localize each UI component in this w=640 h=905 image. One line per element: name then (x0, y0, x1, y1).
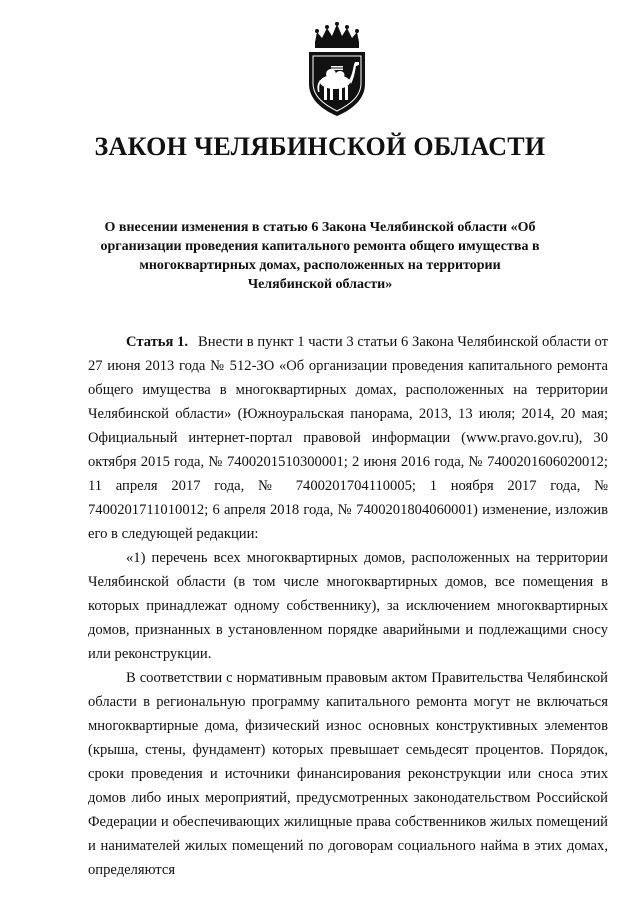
article-paragraph (88, 330, 608, 546)
quote-paragraph: «1) перечень всех многоквартирных домов, расположенных на территории Челябинской области (в том числе многоквартирных домов, все помещения в которых принадлежат одному собственнику), за исключением многоквартирных домов, признанных в установленном порядке аварийными и подлежащими сносу или реконструкции. (88, 550, 608, 662)
article-lead-text: Внести в пункт 1 части 3 статьи 6 Закона Челябинской области от 27 июня 2013 года № 512-ЗО «Об организации проведения капитального ремонта общего имущества в многоквартирных домах, расположенных на территории Челябинской области» (Южноуральская панорама, 2013, 13 июля; 2014, 20 мая; Официальный интернет-портал правовой информации (www.pravo.gov.ru), 30 октября 2015 года, № 7400201510300001; 2 июня 2016 года, № 7400201606020012; 11 апреля 2017 года, № 7400201704110005; 1 ноября 2017 года, № 7400201711010012; 6 апреля 2018 года, № 7400201804060001) изменение, изложив его в следующей редакции: (88, 334, 608, 542)
crown-icon (315, 22, 359, 48)
document-title: ЗАКОН ЧЕЛЯБИНСКОЙ ОБЛАСТИ (94, 132, 546, 161)
article-label: Статья 1. (126, 334, 189, 350)
coat-of-arms-icon (295, 22, 379, 118)
second-paragraph: В соответствии с нормативным правовым актом Правительства Челябинской области в региональную программу капитального ремонта могут не включаться многоквартирные дома, физический износ основных конструктивных элементов (крыша, стены, фундамент) которых превышает семьдесят процентов. Порядок, сроки проведения и источники финансирования реконструкции или сноса этих домов либо иных мероприятий, предусмотренных законодательством Российской Федерации и обеспечивающих жилищные права собственников жилых помещений и нанимателей жилых помещений по договорам социального найма в этих домах, определяются (88, 670, 608, 878)
document-subtitle: О внесении изменения в статью 6 Закона Челябинской области «Об организации проведения капитального ремонта общего имущества в многоквартирных домах, расположенных на территории Челябинской области» (100, 220, 540, 292)
document-body (88, 330, 608, 882)
